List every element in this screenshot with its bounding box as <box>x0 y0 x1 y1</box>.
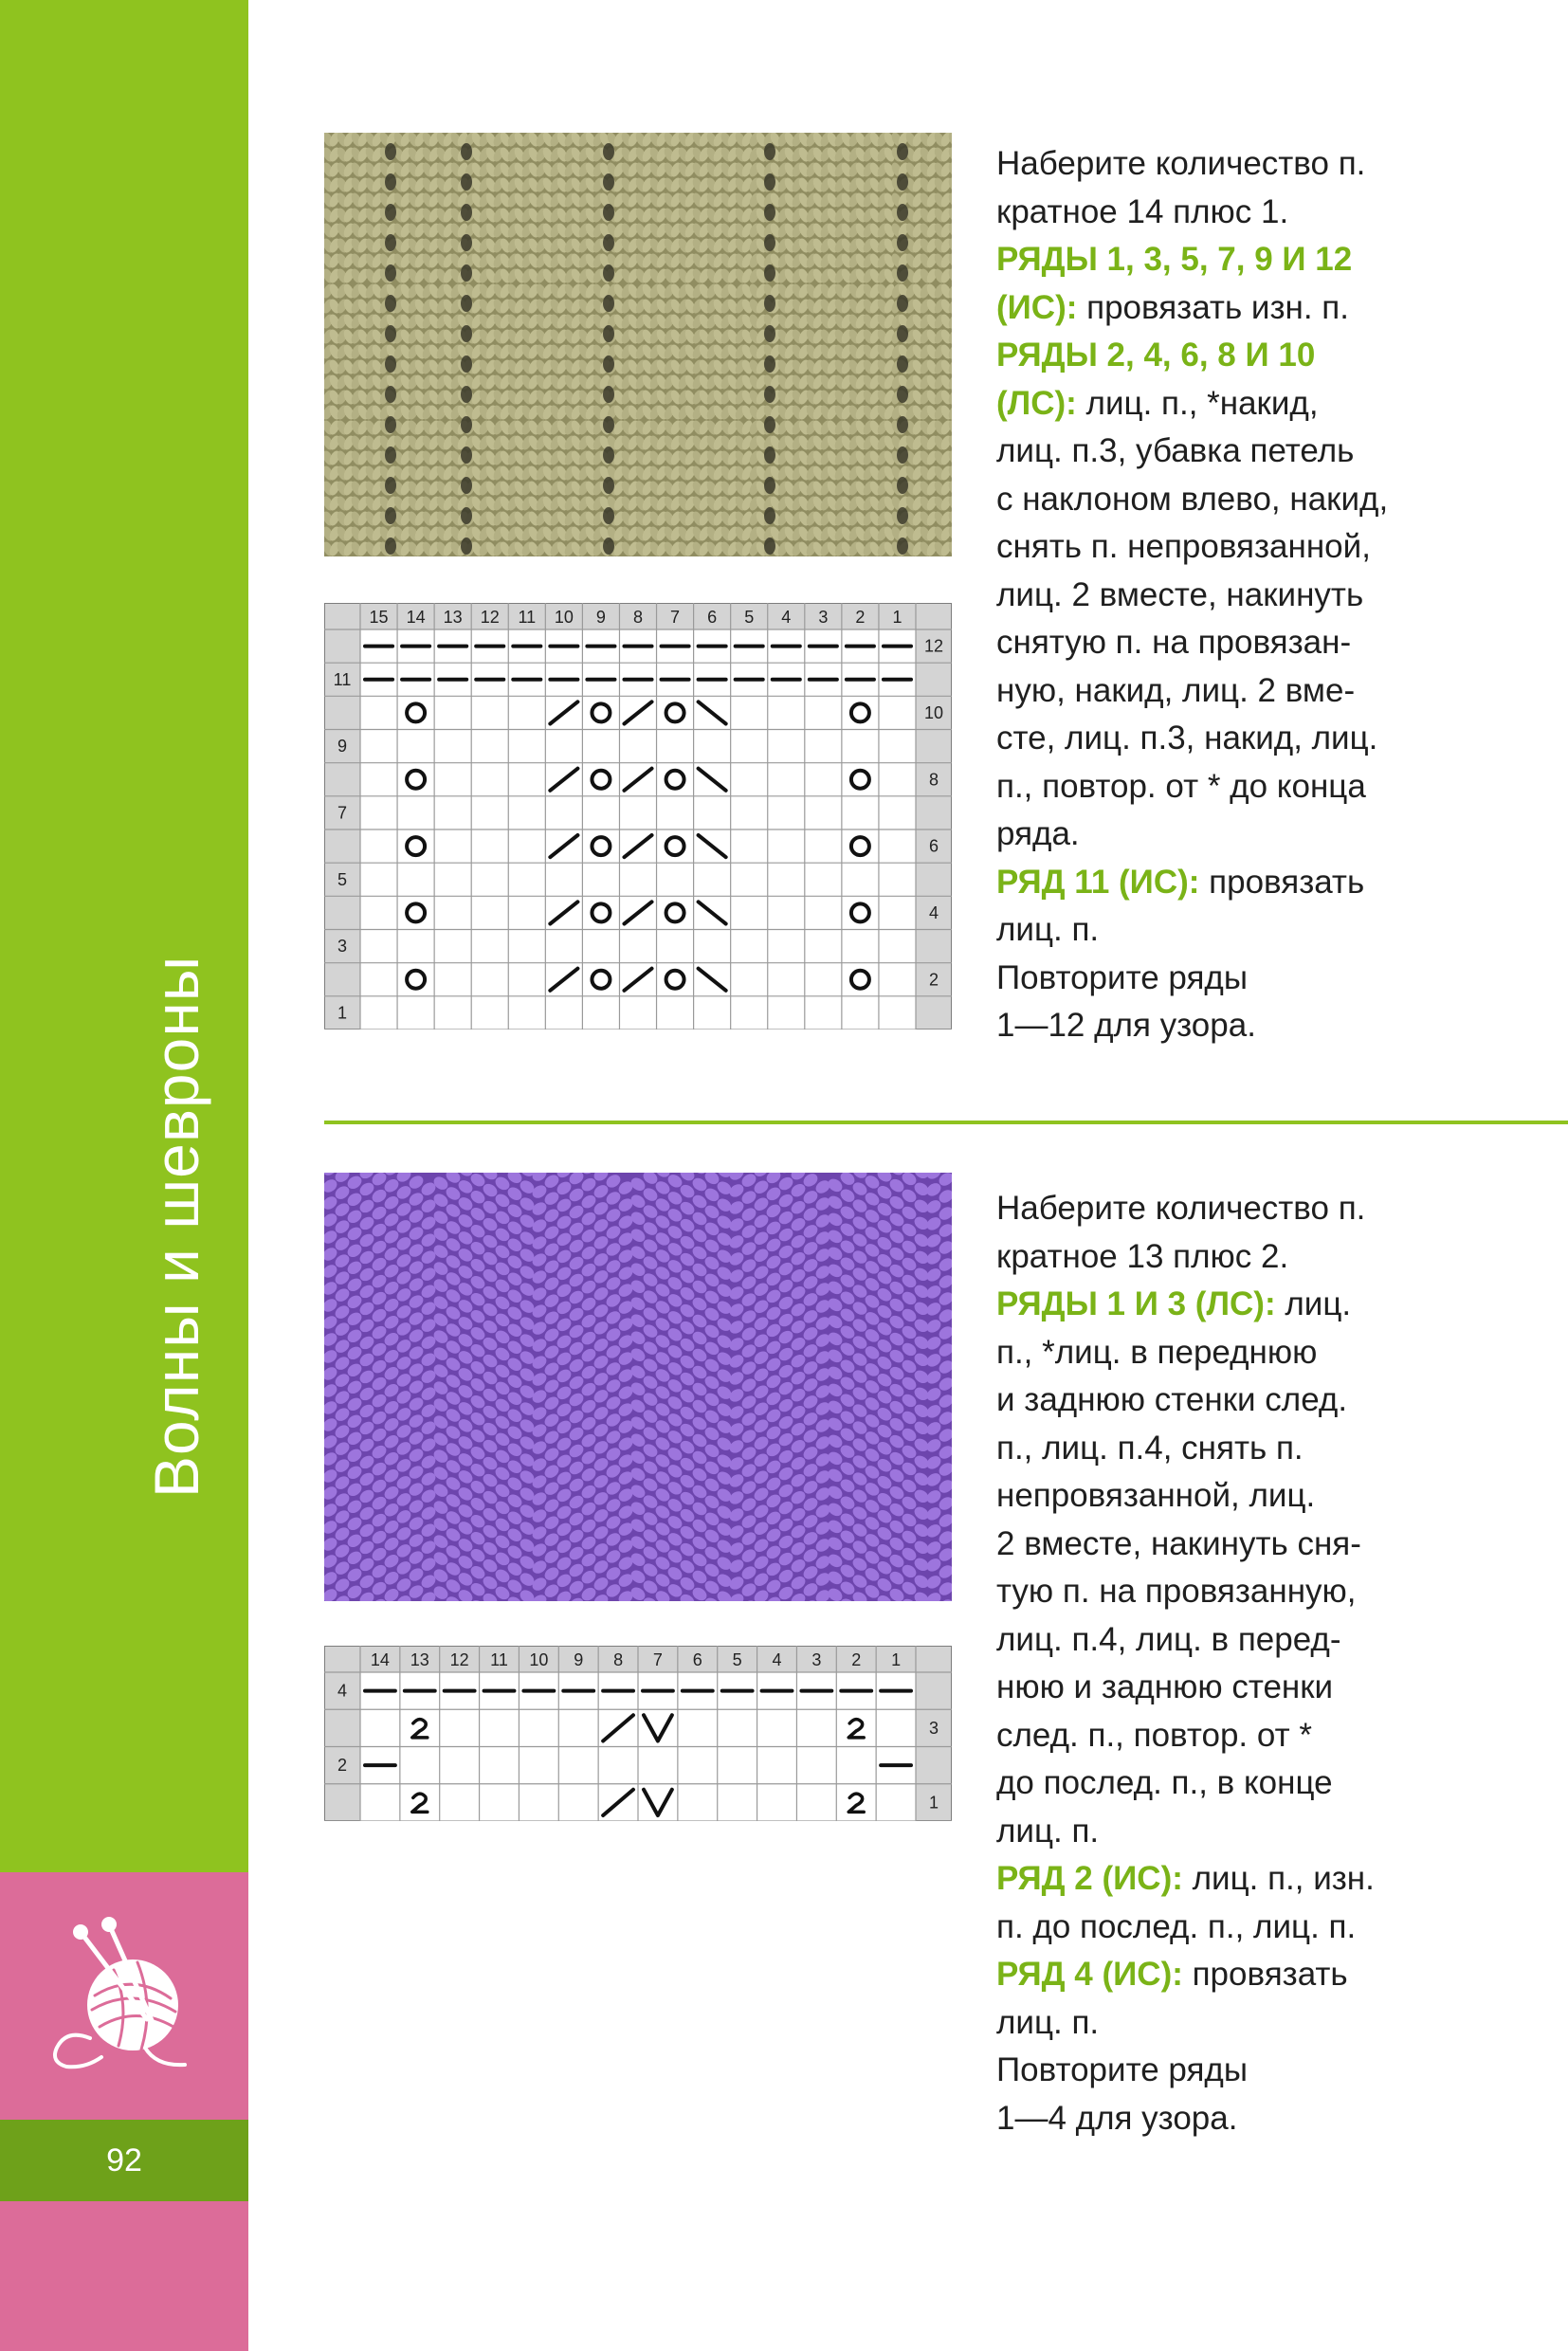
instruction-line: п., лиц. п.4, снять п. <box>996 1429 1304 1467</box>
instruction-line: 2 вместе, накинуть сня- <box>996 1524 1361 1562</box>
chart-column-label: 11 <box>518 608 537 627</box>
instruction-paragraph <box>996 140 1527 236</box>
chart-row-label: 9 <box>337 737 348 756</box>
row-heading: РЯД 2 (ИС): <box>996 1860 1183 1897</box>
instruction-paragraph <box>996 236 1527 332</box>
chart-column-label: 3 <box>818 608 829 627</box>
chart-column-label: 1 <box>892 608 903 627</box>
instruction-paragraph <box>996 1855 1527 1951</box>
knitting-chart-2 <box>324 1646 952 1821</box>
knit-sample-photo-1 <box>324 133 952 556</box>
instruction-line: ряда. <box>996 815 1080 852</box>
instruction-line: лиц. 2 вместе, накинуть <box>996 575 1364 613</box>
chart-column-label: 6 <box>707 608 718 627</box>
instruction-line: Повторите ряды <box>996 958 1248 996</box>
instruction-line: лиц. п. <box>996 2003 1100 2041</box>
chart-column-label: 9 <box>574 1650 584 1669</box>
chart-column-label: 9 <box>595 608 606 627</box>
row-heading: РЯДЫ 1, 3, 5, 7, 9 И 12 <box>996 241 1353 278</box>
chart-row-label: 8 <box>928 770 939 790</box>
instruction-line: провязать <box>1209 863 1365 901</box>
instruction-line: Наберите количество п. <box>996 145 1366 182</box>
instruction-line: лиц. п. <box>996 911 1100 948</box>
instruction-line: п. до послед. п., лиц. п. <box>996 1907 1357 1945</box>
chart-column-label: 4 <box>772 1650 782 1669</box>
chart-column-label: 14 <box>406 608 426 627</box>
instruction-paragraph <box>996 332 1527 859</box>
chart-column-label: 15 <box>369 608 389 627</box>
instruction-paragraph <box>996 2047 1527 2142</box>
chart-row-label: 2 <box>337 1756 348 1776</box>
instruction-line: снять п. непровязанной, <box>996 528 1371 565</box>
chart-column-label: 5 <box>732 1650 742 1669</box>
instruction-line: лиц. п., изн. <box>1192 1860 1375 1897</box>
chart-column-label: 7 <box>652 1650 663 1669</box>
instruction-paragraph <box>996 1281 1527 1855</box>
row-heading: (ЛС): <box>996 384 1077 422</box>
instruction-line: 1—12 для узора. <box>996 1007 1256 1044</box>
row-heading: РЯДЫ 1 И 3 (ЛС): <box>996 1285 1276 1322</box>
instruction-line: Наберите количество п. <box>996 1190 1366 1227</box>
instruction-line: Повторите ряды <box>996 2051 1248 2088</box>
chart-row-label: 1 <box>337 1003 348 1023</box>
instruction-paragraph <box>996 859 1527 955</box>
chart-row-label: 2 <box>928 970 939 990</box>
chart-row-label: 1 <box>928 1793 939 1813</box>
chart-row-label: 10 <box>923 702 944 722</box>
instruction-line: провязать <box>1192 1956 1348 1993</box>
chart-row-label: 11 <box>333 669 352 689</box>
chart-column-label: 5 <box>744 608 755 627</box>
chart-column-label: 13 <box>410 1650 429 1669</box>
chart-column-label: 8 <box>632 608 644 627</box>
row-heading: РЯД 11 (ИС): <box>996 863 1200 901</box>
chart-row-label: 7 <box>337 803 348 823</box>
chart-column-label: 7 <box>670 608 681 627</box>
chart-column-label: 2 <box>851 1650 862 1669</box>
row-heading: РЯДЫ 2, 4, 6, 8 И 10 <box>996 337 1316 374</box>
chart-column-label: 8 <box>613 1650 624 1669</box>
instruction-line: лиц. п.3, убавка петель <box>996 432 1355 469</box>
instruction-line: провязать изн. п. <box>1086 288 1349 326</box>
pattern-1-instructions <box>996 140 1527 1050</box>
chart-column-label: 10 <box>554 608 574 627</box>
instruction-line: п., *лиц. в переднюю <box>996 1333 1318 1371</box>
chart-row-label: 3 <box>928 1718 939 1738</box>
row-heading: РЯД 4 (ИС): <box>996 1956 1183 1993</box>
sidebar-green-band <box>0 0 248 1872</box>
instruction-paragraph <box>996 1185 1527 1281</box>
yarn-ball-icon <box>43 1915 204 2076</box>
instruction-line: кратное 13 плюс 2. <box>996 1237 1289 1275</box>
section-title: Волны и шевроны <box>141 955 211 1498</box>
knitting-chart-1 <box>324 603 952 1030</box>
instruction-line: нюю и заднюю стенки <box>996 1668 1334 1705</box>
instruction-line: след. п., повтор. от * <box>996 1716 1312 1754</box>
instruction-line: с наклоном влево, накид, <box>996 480 1389 518</box>
instruction-line: 1—4 для узора. <box>996 2099 1238 2137</box>
section-divider <box>324 1121 1568 1124</box>
chart-column-label: 12 <box>449 1650 469 1669</box>
instruction-line: кратное 14 плюс 1. <box>996 192 1289 230</box>
chart-column-label: 11 <box>490 1650 508 1669</box>
chart-column-label: 10 <box>529 1650 549 1669</box>
instruction-paragraph <box>996 955 1527 1050</box>
chart-row-label: 12 <box>923 636 944 656</box>
instruction-line: тую п. на провязанную, <box>996 1573 1357 1610</box>
instruction-line: снятую п. на провязан- <box>996 624 1352 661</box>
chart-column-label: 3 <box>811 1650 822 1669</box>
instruction-line: лиц. п., *накид, <box>1085 384 1319 422</box>
instruction-line: п., повтор. от * до конца <box>996 767 1366 805</box>
chart-column-label: 6 <box>692 1650 702 1669</box>
instruction-line: непровязанной, лиц. <box>996 1477 1316 1514</box>
chart-column-label: 2 <box>855 608 866 627</box>
row-heading: (ИС): <box>996 288 1078 326</box>
instruction-line: лиц. <box>1285 1285 1352 1322</box>
page-number: 92 <box>106 2142 142 2178</box>
instruction-line: ную, накид, лиц. 2 вме- <box>996 671 1356 709</box>
pattern-2-instructions <box>996 1185 1527 2142</box>
instruction-line: и заднюю стенки след. <box>996 1381 1348 1418</box>
chart-column-label: 12 <box>480 608 500 627</box>
instruction-line: лиц. п.4, лиц. в перед- <box>996 1620 1341 1658</box>
instruction-line: лиц. п. <box>996 1812 1100 1850</box>
chart-column-label: 4 <box>781 608 792 627</box>
chart-row-label: 3 <box>337 937 348 957</box>
chart-column-label: 14 <box>370 1650 390 1669</box>
instruction-paragraph <box>996 1951 1527 2047</box>
chart-column-label: 13 <box>443 608 463 627</box>
knit-sample-photo-2 <box>324 1173 952 1601</box>
chart-column-label: 1 <box>891 1650 902 1669</box>
chart-row-label: 6 <box>928 836 939 856</box>
instruction-line: сте, лиц. п.3, накид, лиц. <box>996 720 1378 756</box>
chart-row-label: 5 <box>337 869 348 889</box>
instruction-line: до послед. п., в конце <box>996 1764 1333 1801</box>
chart-row-label: 4 <box>928 902 939 922</box>
chart-row-label: 4 <box>337 1681 348 1701</box>
